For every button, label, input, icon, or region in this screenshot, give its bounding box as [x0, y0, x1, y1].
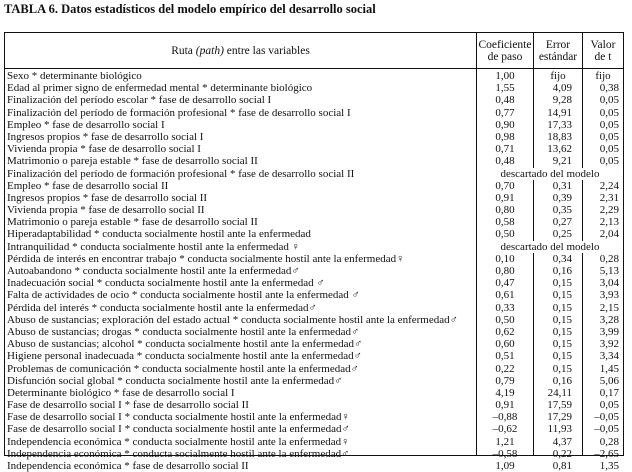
t-value-cell: 3,04	[599, 277, 619, 290]
coefficient-cell: 0,22	[495, 362, 515, 375]
table-row	[5, 253, 623, 265]
table-body	[5, 70, 623, 472]
route-cell: Determinante biológico * fase de desarrollo social I	[7, 386, 235, 399]
t-value-cell: 0,05	[599, 106, 619, 119]
route-cell: Independencia económica * fase de desarrollo social II	[7, 460, 249, 472]
std-error-cell: 0,15	[552, 313, 572, 326]
table-row	[5, 241, 623, 253]
t-value-cell: 3,93	[599, 289, 619, 302]
t-value-cell: 5,06	[599, 374, 619, 387]
t-value-cell: 0,05	[599, 130, 619, 143]
route-cell: Matrimonio o pareja estable * fase de desarrollo social II	[7, 155, 258, 168]
route-cell: Fase de desarrollo social I * conducta socialmente hostil ante la enfermedad♂	[7, 423, 350, 436]
route-cell: Ingresos propios * fase de desarrollo social I	[7, 130, 204, 143]
std-error-cell: 0,16	[552, 374, 572, 387]
table-row	[5, 375, 623, 387]
t-value-cell: 3,99	[599, 325, 619, 338]
table-row	[5, 423, 623, 435]
route-cell: Finalización del período escolar * fase de desarrollo social I	[7, 94, 272, 107]
t-value-cell: 2,24	[599, 179, 619, 192]
table-row	[5, 119, 623, 131]
std-error-cell: 0,25	[552, 228, 572, 241]
route-cell: Finalización del período de formación profesional * fase de desarrollo social I	[7, 106, 351, 119]
route-cell: Higiene personal inadecuada * conducta socialmente hostil ante la enfermedad♂	[7, 350, 362, 363]
table-row	[5, 70, 623, 82]
t-value-cell: –0,05	[594, 411, 619, 424]
header-route-pre: Ruta	[171, 44, 196, 57]
t-value-cell: 3,92	[599, 338, 619, 351]
t-value-cell: 1,45	[599, 362, 619, 375]
coefficient-cell: 0,48	[495, 94, 515, 107]
std-error-cell: 0,15	[552, 325, 572, 338]
table-row	[5, 82, 623, 94]
std-error-cell: 13,62	[547, 143, 572, 156]
route-cell: Abuso de sustancias; exploración del estado actual * conducta socialmente hostil ante la enfermedad♂	[7, 313, 458, 326]
std-error-cell: 0,15	[552, 338, 572, 351]
t-value-cell: 2,04	[599, 228, 619, 241]
header-coefficient	[477, 33, 533, 68]
table-row	[5, 399, 623, 411]
route-cell: Falta de actividades de ocio * conducta socialmente hostil ante la enfermedad ♂	[7, 289, 360, 302]
route-cell: Sexo * determinante biológico	[7, 70, 142, 82]
t-value-cell: 0,28	[599, 435, 619, 448]
coefficient-cell: 1,00	[495, 70, 515, 82]
route-cell: Fase de desarrollo social I * conducta socialmente hostil ante la enfermedad♀	[7, 411, 350, 424]
t-value-cell: 2,15	[599, 301, 619, 314]
std-error-cell: 0,22	[552, 447, 572, 460]
statistics-table	[4, 32, 624, 472]
header-std-error	[534, 33, 582, 68]
route-cell: Vivienda propia * fase de desarrollo social I	[7, 143, 201, 156]
coefficient-cell: 0,33	[495, 301, 515, 314]
t-value-cell: 0,05	[599, 143, 619, 156]
coefficient-cell: 0,77	[495, 106, 515, 119]
std-error-cell: 0,35	[552, 204, 572, 217]
route-cell: Ingresos propios * fase de desarrollo social II	[7, 191, 208, 204]
t-value-cell: 3,34	[599, 350, 619, 363]
table-row	[5, 94, 623, 106]
table-row	[5, 448, 623, 460]
coefficient-cell: 1,09	[495, 460, 515, 472]
coefficient-cell: 0,71	[495, 143, 515, 156]
coefficient-cell: 0,61	[495, 289, 515, 302]
table-row	[5, 387, 623, 399]
table-row	[5, 436, 623, 448]
route-cell: Abuso de sustancias; drogas * conducta socialmente hostil ante la enfermedad♂	[7, 325, 360, 338]
std-error-cell: 0,27	[552, 216, 572, 229]
std-error-cell: 0,31	[552, 179, 572, 192]
table-row	[5, 228, 623, 240]
coefficient-cell: 0,80	[495, 204, 515, 217]
std-error-cell: 0,34	[552, 252, 572, 265]
coefficient-cell: 0,91	[495, 399, 515, 412]
coefficient-cell: 0,80	[495, 265, 515, 277]
std-error-cell: 0,15	[552, 362, 572, 375]
table-row	[5, 216, 623, 228]
std-error-cell: 0,15	[552, 277, 572, 290]
table-number: TABLA 6.	[4, 2, 58, 16]
header-val-line1: Valor	[590, 38, 616, 51]
std-error-cell: 24,11	[547, 386, 572, 399]
t-value-cell: 0,38	[599, 82, 619, 95]
table-row	[5, 265, 623, 277]
std-error-cell: 4,37	[552, 435, 572, 448]
route-cell: Pérdida de interés en encontrar trabajo * conducta socialmente hostil ante la enfermedad♀	[7, 252, 405, 265]
std-error-cell: 17,33	[547, 118, 572, 131]
coefficient-cell: 0,98	[495, 130, 515, 143]
table-caption	[4, 2, 376, 17]
route-cell: Fase de desarrollo social I * fase de desarrollo social II	[7, 399, 249, 412]
excluded-note: descartado del modelo	[477, 168, 623, 180]
t-value-cell: 5,13	[599, 265, 619, 277]
t-value-cell: 0,05	[599, 94, 619, 107]
coefficient-cell: 0,79	[495, 374, 515, 387]
table-row	[5, 289, 623, 301]
coefficient-cell: 0,51	[495, 350, 515, 363]
header-t-value	[583, 33, 623, 68]
route-cell: Edad al primer signo de enfermedad mental * determinante biológico	[7, 82, 313, 95]
route-cell: Matrimonio o pareja estable * fase de desarrollo social II	[7, 216, 258, 229]
header-route	[5, 33, 476, 68]
coefficient-cell: 1,55	[495, 82, 515, 95]
route-cell: Finalización del período de formación profesional * fase de desarrollo social II	[7, 167, 355, 180]
std-error-cell: 0,15	[552, 350, 572, 363]
header-route-post: entre las variables	[223, 44, 310, 57]
coefficient-cell: –0,58	[492, 447, 518, 460]
table-row	[5, 143, 623, 155]
std-error-cell: 9,21	[552, 155, 572, 168]
std-error-cell: 0,15	[552, 301, 572, 314]
coefficient-cell: 0,50	[495, 313, 515, 326]
table-row	[5, 314, 623, 326]
route-cell: Disfunción social global * conducta socialmente hostil ante la enfermedad♂	[7, 374, 343, 387]
coefficient-cell: –0,62	[492, 423, 518, 436]
table-row	[5, 350, 623, 362]
coefficient-cell: 1,21	[495, 435, 515, 448]
coefficient-cell: 0,91	[495, 191, 515, 204]
coefficient-cell: 0,62	[495, 325, 515, 338]
coefficient-cell: 4,19	[495, 386, 515, 399]
table-row	[5, 460, 623, 472]
route-cell: Empleo * fase de desarrollo social I	[7, 118, 165, 131]
table-row	[5, 192, 623, 204]
coefficient-cell: 0,60	[495, 338, 515, 351]
coefficient-cell: 0,47	[495, 277, 515, 290]
std-error-cell: 11,93	[547, 423, 572, 436]
t-value-cell: –2,65	[594, 447, 619, 460]
table-row	[5, 326, 623, 338]
route-cell: Empleo * fase de desarrollo social II	[7, 179, 169, 192]
route-cell: Vivienda propia * fase de desarrollo social II	[7, 204, 205, 217]
table-title: Datos estadísticos del modelo empírico del desarrollo social	[61, 2, 376, 16]
header-coef-line1: Coeficiente	[478, 38, 532, 51]
t-value-cell: 3,28	[599, 313, 619, 326]
std-error-cell: fijo	[550, 70, 566, 82]
route-cell: Intranquilidad * conducta socialmente hostil ante la enfermedad ♀	[7, 240, 300, 253]
table-row	[5, 204, 623, 216]
header-val-line2: de t	[594, 50, 612, 63]
t-value-cell: 0,17	[599, 386, 619, 399]
table-row	[5, 180, 623, 192]
route-cell: Pérdida del interés * conducta socialmente hostil ante la enfermedad♂	[7, 301, 317, 314]
t-value-cell: 0,05	[599, 399, 619, 412]
table-row	[5, 302, 623, 314]
std-error-cell: 0,39	[552, 191, 572, 204]
t-value-cell: fijo	[595, 70, 611, 82]
route-cell: Independencia económica * conducta socialmente hostil ante la enfermedad♀	[7, 435, 350, 448]
t-value-cell: 1,35	[599, 460, 619, 472]
coefficient-cell: 0,50	[495, 228, 515, 241]
table-row	[5, 411, 623, 423]
coefficient-cell: –0,88	[492, 411, 518, 424]
t-value-cell: 0,05	[599, 155, 619, 168]
coefficient-cell: 0,90	[495, 118, 515, 131]
coefficient-cell: 0,10	[495, 252, 515, 265]
table-row	[5, 338, 623, 350]
table-row	[5, 277, 623, 289]
table-row	[5, 155, 623, 167]
t-value-cell: 0,28	[599, 252, 619, 265]
std-error-cell: 14,91	[547, 106, 572, 119]
header-coef-line2: de paso	[487, 50, 523, 63]
t-value-cell: 2,13	[599, 216, 619, 229]
route-cell: Hiperadaptabilidad * conducta socialmente hostil ante la enfermedad	[7, 228, 311, 241]
route-cell: Independencia económica * conducta socialmente hostil ante la enfermedad♂	[7, 447, 350, 460]
std-error-cell: 18,83	[547, 130, 572, 143]
std-error-cell: 0,81	[552, 460, 572, 472]
std-error-cell: 17,29	[547, 411, 572, 424]
excluded-note: descartado del modelo	[477, 241, 623, 253]
header-route-italic: (path)	[195, 44, 224, 57]
header-divider	[5, 68, 623, 69]
coefficient-cell: 0,58	[495, 216, 515, 229]
route-cell: Problemas de comunicación * conducta socialmente hostil ante la enfermedad♂	[7, 362, 359, 375]
table-row	[5, 363, 623, 375]
std-error-cell: 0,15	[552, 289, 572, 302]
std-error-cell: 9,28	[552, 94, 572, 107]
std-error-cell: 17,59	[547, 399, 572, 412]
header-err-line1: Error	[545, 38, 571, 51]
route-cell: Abuso de sustancias; alcohol * conducta socialmente hostil ante la enfermedad♂	[7, 338, 363, 351]
route-cell: Autoabandono * conducta socialmente hostil ante la enfermedad♂	[7, 265, 300, 277]
coefficient-cell: 0,48	[495, 155, 515, 168]
std-error-cell: 4,09	[552, 82, 572, 95]
coefficient-cell: 0,70	[495, 179, 515, 192]
t-value-cell: 0,05	[599, 118, 619, 131]
table-row	[5, 168, 623, 180]
std-error-cell: 0,16	[552, 265, 572, 277]
table-row	[5, 131, 623, 143]
header-err-line2: estándar	[538, 50, 578, 63]
t-value-cell: 2,31	[599, 191, 619, 204]
t-value-cell: 2,29	[599, 204, 619, 217]
t-value-cell: –0,05	[594, 423, 619, 436]
table-row	[5, 107, 623, 119]
route-cell: Inadecuación social * conducta socialmente hostil ante la enfermedad ♂	[7, 277, 325, 290]
